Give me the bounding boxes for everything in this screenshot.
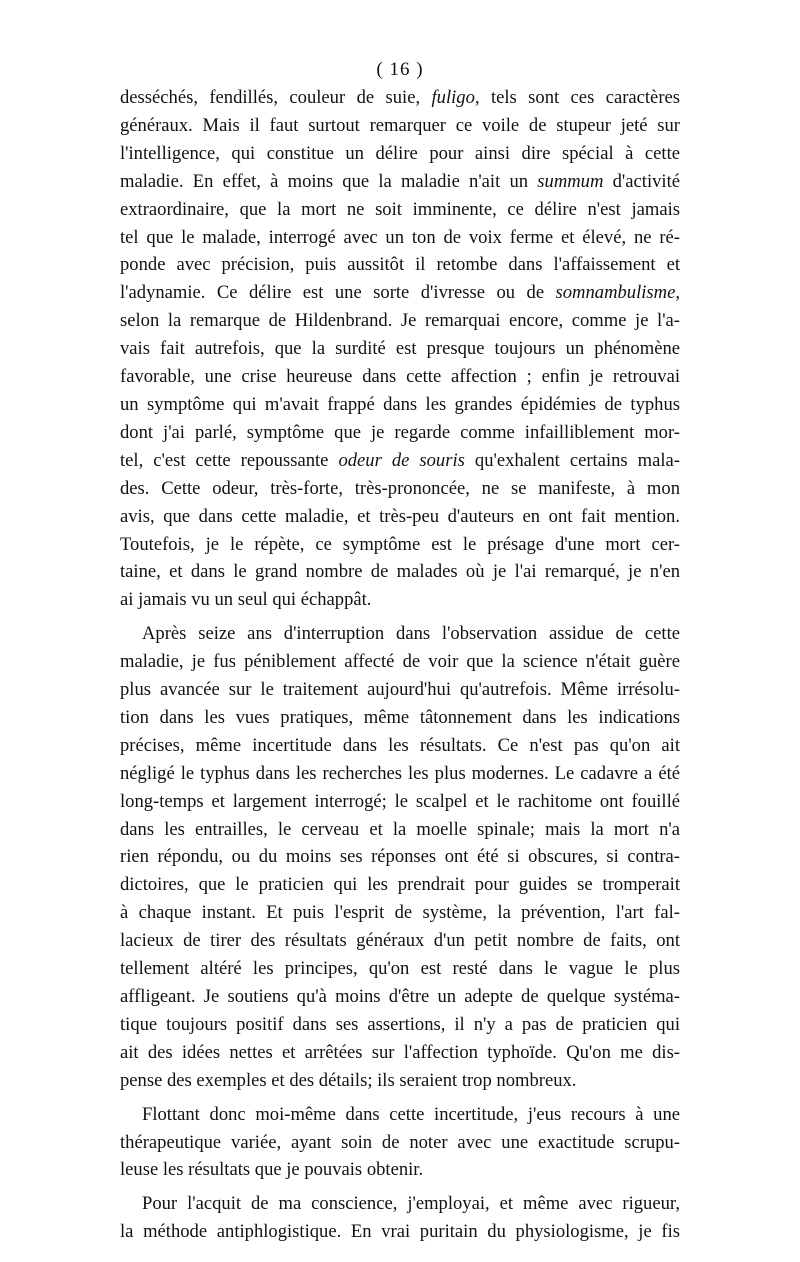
text-line: favorable, une crise heureuse dans cette affection ; enfin je retrouvai	[120, 366, 680, 388]
text-line: tion dans les vues pratiques, même tâtonnement dans les indications	[120, 706, 680, 728]
text-line: tique toujours positif dans ses assertions, il n'y a pas de praticien qui	[120, 1013, 680, 1035]
text-line: taine, et dans le grand nombre de malades où je l'ai remarqué, je n'en	[120, 561, 680, 583]
text-line: à chaque instant. Et puis l'esprit de système, la prévention, l'art fal-	[120, 902, 680, 924]
text-line: tellement altéré les principes, qu'on est resté dans le vague le plus	[120, 958, 680, 980]
paragraph-1	[120, 84, 680, 614]
text-line	[120, 447, 680, 475]
text-line: tel que le malade, interrogé avec un ton de voix ferme et élevé, ne ré-	[120, 226, 680, 248]
text-line: selon la remarque de Hildenbrand. Je remarquai encore, comme je l'a-	[120, 310, 680, 332]
text-line: précises, même incertitude dans les résultats. Ce n'est pas qu'on ait	[120, 734, 680, 756]
text-line: pense des exemples et des détails; ils seraient trop nombreux.	[120, 1069, 577, 1091]
text-line: thérapeutique variée, ayant soin de noter avec une exactitude scrupu-	[120, 1131, 680, 1153]
text-line: généraux. Mais il faut surtout remarquer ce voile de stupeur jeté sur	[120, 114, 680, 136]
text-segment: l'adynamie. Ce délire est une sorte d'ivresse ou de	[120, 282, 556, 304]
text-segment: tel, c'est cette repoussante	[120, 449, 339, 471]
book-page	[120, 58, 680, 1246]
paragraph-4	[120, 1190, 680, 1246]
text-line: lacieux de tirer des résultats généraux d'un petit nombre de faits, ont	[120, 930, 680, 952]
text-line: l'intelligence, qui constitue un délire pour ainsi dire spécial à cette	[120, 142, 680, 164]
text-line: des. Cette odeur, très-forte, très-prononcée, ne se manifeste, à mon	[120, 477, 680, 499]
text-line: maladie, je fus péniblement affecté de voir que la science n'était guère	[120, 651, 680, 673]
text-line: vais fait autrefois, que la surdité est presque toujours un phénomène	[120, 338, 680, 360]
text-line: Pour l'acquit de ma conscience, j'employai, et même avec rigueur,	[142, 1193, 680, 1215]
text-line: avis, que dans cette maladie, et très-peu d'auteurs en ont fait mention.	[120, 505, 680, 527]
text-line: ai jamais vu un seul qui échappât.	[120, 589, 372, 611]
text-line: dont j'ai parlé, symptôme que je regarde comme infailliblement mor-	[120, 421, 680, 443]
text-line: long-temps et largement interrogé; le scalpel et le rachitome ont fouillé	[120, 790, 680, 812]
term-somnambulisme: somnambulisme,	[555, 282, 680, 304]
text-segment: tels sont ces caractères	[479, 87, 680, 108]
text-segment: maladie. En effet, à moins que la maladie n'ait un	[120, 170, 538, 192]
latin-term-summum: summum	[537, 170, 604, 192]
text-line: Toutefois, je le répète, ce symptôme est le présage d'une mort cer-	[120, 533, 680, 555]
text-line: plus avancée sur le traitement aujourd'hui qu'autrefois. Même irrésolu-	[120, 679, 680, 701]
latin-term-fuligo: fuligo,	[431, 87, 480, 108]
page-number: ( 16 )	[376, 59, 424, 80]
text-line: Flottant donc moi-même dans cette incertitude, j'eus recours à une	[142, 1103, 680, 1125]
paragraph-2	[120, 620, 680, 1094]
text-line: un symptôme qui m'avait frappé dans les grandes épidémies de typhus	[120, 393, 680, 415]
text-line: ait des idées nettes et arrêtées sur l'affection typhoïde. Qu'on me dis-	[120, 1041, 680, 1063]
text-line: dans les entrailles, le cerveau et la moelle spinale; mais la mort n'a	[120, 818, 680, 840]
text-line	[120, 168, 680, 196]
text-line: affligeant. Je soutiens qu'à moins d'être un adepte de quelque systéma-	[120, 986, 680, 1007]
text-line	[120, 84, 680, 112]
text-line: Après seize ans d'interruption dans l'observation assidue de cette	[142, 623, 680, 645]
text-line	[120, 279, 680, 307]
text-line: rien répondu, ou du moins ses réponses ont été si obscures, si contra-	[120, 846, 680, 868]
text-line: dictoires, que le praticien qui les prendrait pour guides se tromperait	[120, 874, 680, 896]
text-line: ponde avec précision, puis aussitôt il retombe dans l'affaissement et	[120, 254, 680, 276]
text-segment: qu'exhalent certains mala-	[464, 449, 680, 471]
text-segment: d'activité	[603, 170, 680, 192]
text-line: la méthode antiphlogistique. En vrai puritain du physiologisme, je fis	[120, 1221, 680, 1243]
paragraph-3	[120, 1101, 680, 1185]
term-odeur-de-souris: odeur de souris	[338, 449, 465, 471]
text-line: leuse les résultats que je pouvais obtenir.	[120, 1159, 424, 1181]
text-line: négligé le typhus dans les recherches les plus modernes. Le cadavre a été	[120, 762, 680, 784]
text-segment: desséchés, fendillés, couleur de suie,	[120, 87, 432, 108]
text-line: extraordinaire, que la mort ne soit imminente, ce délire n'est jamais	[120, 198, 680, 220]
